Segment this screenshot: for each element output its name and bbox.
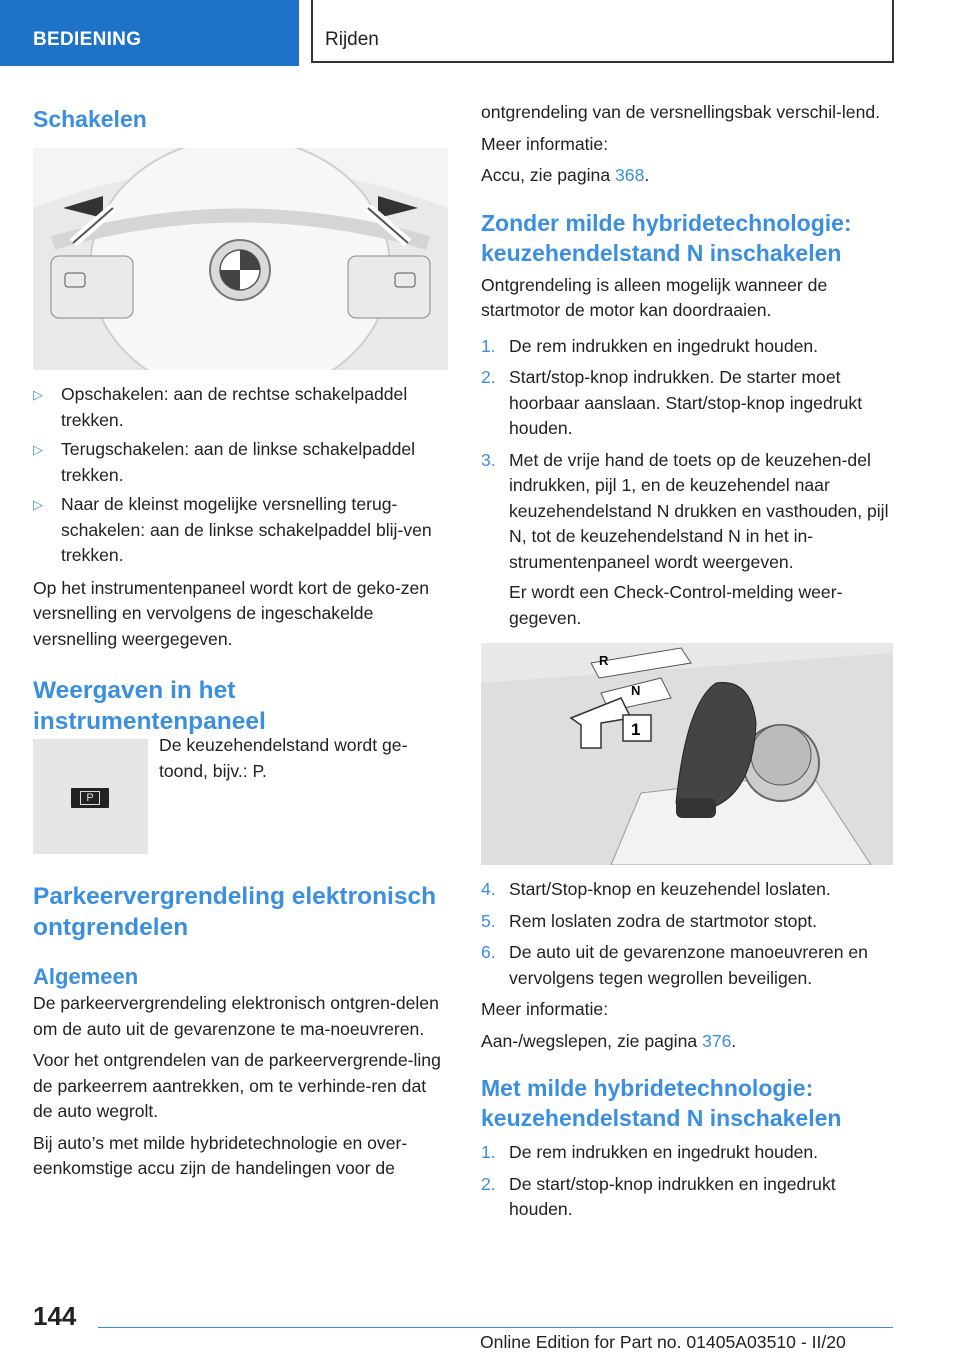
step-text: De rem indrukken en ingedrukt houden.: [509, 1142, 819, 1162]
step-text: De auto uit de gevarenzone manoeuvreren en vervolgens tegen wegrollen beveiligen.: [509, 942, 868, 988]
bullet-text: Opschakelen: aan de rechtse schakelpaddel trekken.: [61, 384, 408, 430]
step-number: 2.: [481, 1173, 496, 1194]
list-item: [481, 877, 893, 903]
header-chapter-tab: [311, 0, 894, 63]
list-item: [481, 940, 893, 991]
reference-slepen-text: Aan-/wegslepen, zie pagina: [481, 1030, 703, 1051]
weergaven-block: [33, 737, 448, 857]
shifter-label-1: 1: [631, 720, 641, 739]
list-item: [33, 382, 448, 433]
continued-text: ontgrendeling van de versnellingsbak verschil-lend.: [481, 102, 881, 122]
paragraph-instrument: Op het instrumentenpaneel wordt kort de geko-zen versnelling en vervolgens de ingeschakelde versnelling weergegeven.: [33, 577, 430, 649]
step-text: Start/Stop-knop en keuzehendel loslaten.: [509, 879, 831, 899]
bullet-text: Naar de kleinst mogelijke versnelling terug-schakelen: aan de linkse schakelpaddel blij-ven trekken.: [61, 494, 432, 565]
step-number: 2.: [481, 367, 496, 387]
gear-selector-illustration: [481, 643, 893, 865]
list-item: [33, 437, 448, 488]
heading-parkeervergrendeling: Parkeervergrendeling elektronisch ontgrendelen: [33, 883, 437, 941]
period: .: [644, 165, 650, 185]
algemeen-paragraph-1: De parkeervergrendeling elektronisch ontgren-delen om de auto uit de gevarenzone te ma-noeuvreren.: [33, 993, 439, 1039]
page-number: 144: [33, 1301, 77, 1331]
p-display-image: [33, 739, 148, 854]
step-text: De rem indrukken en ingedrukt houden.: [509, 335, 819, 356]
heading-met-hybride: Met milde hybridetechnologie: keuzehendelstand N inschakelen: [481, 1075, 842, 1131]
header-section-label: BEDIENING: [33, 29, 142, 50]
heading-algemeen: Algemeen: [33, 964, 139, 989]
header-section-tab: [0, 0, 299, 66]
header-chapter-label: Rijden: [325, 29, 379, 50]
step-number: 4.: [481, 879, 496, 899]
shifter-label-n: N: [631, 683, 641, 698]
footer-divider: [98, 1327, 893, 1328]
steps-list-c: [481, 1140, 893, 1223]
bullet-text: Terugschakelen: aan de linkse schakelpaddel trekken.: [61, 439, 416, 485]
list-item: [481, 1140, 893, 1166]
steering-wheel-image: [33, 148, 448, 370]
footer-edition: Online Edition for Part no. 01405A03510 - II/20: [480, 1332, 846, 1352]
heading-zonder-hybride: Zonder milde hybridetechnologie: keuzehendelstand N inschakelen: [481, 209, 852, 266]
list-item: [481, 334, 893, 360]
list-item: [481, 909, 893, 935]
step-text: Rem loslaten zodra de startmotor stopt.: [509, 910, 818, 931]
right-column: [481, 95, 893, 1223]
heading-weergaven: Weergaven in het instrumentenpaneel: [33, 677, 266, 735]
list-item: [481, 448, 893, 576]
step-text: Start/stop-knop indrukken. De starter moet hoorbaar aanslaan. Start/stop-knop ingedrukt houden.: [509, 367, 863, 438]
reference-accu-text: Accu, zie pagina: [481, 165, 615, 185]
weergaven-text: De keuzehendelstand wordt ge-toond, bijv.: P.: [159, 735, 408, 781]
list-item: [481, 365, 893, 442]
reference-accu: [481, 163, 893, 189]
steps-list-a: [481, 334, 893, 632]
page-link-376[interactable]: 376: [702, 1030, 732, 1051]
period: .: [731, 1030, 737, 1051]
meer-informatie-label: Meer informatie:: [481, 133, 609, 154]
page-link-368[interactable]: 368: [615, 165, 645, 185]
step-number: 6.: [481, 942, 496, 962]
p-display-icon: [71, 788, 109, 808]
shifter-label-r: R: [599, 653, 609, 668]
left-column: [33, 95, 448, 1182]
triangle-bullet-icon: ▷: [33, 442, 43, 457]
p-letter: P: [80, 791, 100, 805]
step-number: 1.: [481, 1142, 496, 1162]
step-number: 3.: [481, 449, 496, 470]
step3-note: Er wordt een Check-Control-melding weer-gegeven.: [509, 582, 843, 628]
triangle-bullet-icon: ▷: [33, 387, 43, 402]
steering-wheel-illustration: [33, 148, 448, 370]
heading-schakelen: Schakelen: [33, 106, 147, 132]
algemeen-paragraph-3: Bij auto’s met milde hybridetechnologie en over-eenkomstige accu zijn de handelingen voor de: [33, 1132, 408, 1178]
meer-informatie-label: Meer informatie:: [481, 999, 609, 1019]
steps-list-b: [481, 877, 893, 991]
reference-slepen: [481, 1029, 893, 1055]
triangle-bullet-icon: ▷: [33, 497, 43, 512]
step-number: 5.: [481, 910, 496, 931]
list-item: [33, 492, 448, 569]
list-item: [481, 1172, 893, 1223]
step-text: Met de vrije hand de toets op de keuzehen-del indrukken, pijl 1, en de keuzehendel naar keuzehendelstand N drukken en vasthouden, pijl N, tot de keuzehendelstand N in het in-strumentenpaneel wordt weergeven.: [509, 449, 889, 572]
zonder-intro: Ontgrendeling is alleen mogelijk wanneer de startmotor de motor kan doordraaien.: [481, 274, 828, 320]
step-number: 1.: [481, 335, 496, 356]
shift-bullet-list: [33, 382, 448, 569]
gear-selector-image: [481, 643, 893, 865]
algemeen-paragraph-2: Voor het ontgrendelen van de parkeervergrende-ling de parkeerrem aantrekken, om te verhinde-ren dat de auto wegrolt.: [33, 1050, 441, 1121]
step-text: De start/stop-knop indrukken en ingedrukt houden.: [509, 1173, 836, 1219]
